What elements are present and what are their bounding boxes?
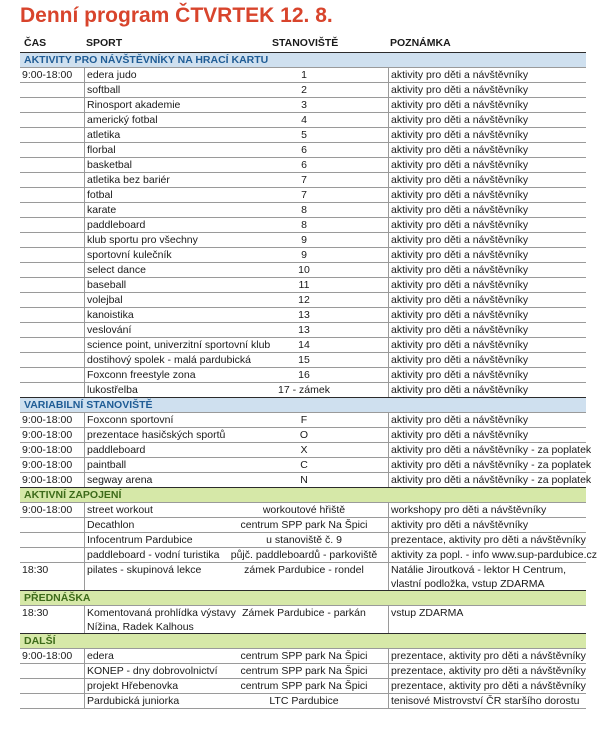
stanoviste-cell: 9 — [301, 234, 307, 246]
column-divider — [388, 473, 389, 487]
column-divider — [84, 664, 85, 678]
column-divider — [388, 173, 389, 187]
note-cell: prezentace, aktivity pro děti a návštěvníky — [391, 534, 586, 546]
sport-cell: paddleboard — [87, 444, 146, 456]
column-divider — [84, 113, 85, 127]
column-divider — [388, 293, 389, 307]
stanoviste-cell: 6 — [301, 159, 307, 171]
stanoviste-cell: u stanoviště č. 9 — [266, 534, 342, 546]
column-divider — [388, 606, 389, 633]
column-divider — [84, 413, 85, 427]
column-header-time: ČAS — [24, 37, 47, 49]
note-cell: aktivity pro děti a návštěvníky — [391, 369, 529, 381]
column-divider — [388, 83, 389, 97]
table-row — [20, 157, 586, 172]
column-divider — [388, 203, 389, 217]
column-divider — [388, 503, 389, 517]
table-row — [20, 648, 586, 663]
column-divider — [388, 428, 389, 442]
column-divider — [388, 518, 389, 532]
column-divider — [388, 263, 389, 277]
column-divider — [388, 158, 389, 172]
column-divider — [84, 606, 85, 633]
stanoviste-cell: centrum SPP park Na Špici — [240, 519, 368, 531]
column-divider — [388, 143, 389, 157]
note-cell: aktivity pro děti a návštěvníky — [391, 159, 529, 171]
sport-cell: Foxconn freestyle zona — [87, 369, 196, 381]
stanoviste-cell: 17 - zámek — [278, 384, 330, 396]
program-table — [20, 52, 598, 709]
column-divider — [388, 649, 389, 663]
table-row — [20, 292, 586, 307]
stanoviste-cell: 4 — [301, 114, 307, 126]
note-cell: aktivity pro děti a návštěvníky — [391, 294, 529, 306]
table-bottom-border — [20, 708, 586, 709]
note-cell: aktivity pro děti a návštěvníky — [391, 189, 529, 201]
table-row — [20, 187, 586, 202]
sport-cell: paddleboard — [87, 219, 146, 231]
sport-cell: science point, univerzitní sportovní klub — [87, 339, 271, 351]
stanoviste-cell: zámek Pardubice - rondel — [244, 564, 364, 576]
sport-cell: Komentovaná prohlídka výstavy Nížina, Radek Kalhous — [87, 607, 236, 633]
stanoviste-cell: F — [300, 414, 308, 426]
sport-cell: Pardubická juniorka — [87, 695, 180, 707]
column-divider — [388, 383, 389, 397]
table-row — [20, 605, 586, 633]
sport-cell: baseball — [87, 279, 127, 291]
note-cell: aktivity pro děti a návštěvníky — [391, 114, 529, 126]
column-divider — [388, 248, 389, 262]
time-cell: 9:00-18:00 — [22, 650, 73, 662]
column-divider — [84, 679, 85, 693]
note-cell: aktivity pro děti a návštěvníky — [391, 519, 529, 531]
column-divider — [84, 173, 85, 187]
table-row — [20, 352, 586, 367]
sport-cell: basketbal — [87, 159, 132, 171]
sport-cell: edera — [87, 650, 114, 662]
column-divider — [84, 323, 85, 337]
page-title: Denní program ČTVRTEK 12. 8. — [20, 4, 333, 27]
column-divider — [84, 203, 85, 217]
sport-cell: volejbal — [87, 294, 123, 306]
sport-cell: prezentace hasičských sportů — [87, 429, 226, 441]
stanoviste-cell: C — [300, 459, 308, 471]
table-row — [20, 367, 586, 382]
sport-cell: Infocentrum Pardubice — [87, 534, 193, 546]
note-cell: aktivity pro děti a návštěvníky — [391, 249, 529, 261]
column-divider — [84, 353, 85, 367]
sport-cell: select dance — [87, 264, 146, 276]
column-divider — [84, 649, 85, 663]
column-divider — [388, 68, 389, 82]
table-row — [20, 82, 586, 97]
column-divider — [84, 83, 85, 97]
note-cell: prezentace, aktivity pro děti a návštěvníky — [391, 665, 586, 677]
time-cell: 18:30 — [22, 564, 49, 576]
time-cell: 18:30 — [22, 607, 49, 619]
sport-cell: pilates - skupinová lekce — [87, 564, 202, 576]
column-divider — [84, 293, 85, 307]
table-row — [20, 472, 592, 487]
sport-cell: lukostřelba — [87, 384, 138, 396]
column-divider — [388, 278, 389, 292]
column-divider — [84, 458, 85, 472]
note-cell: aktivity pro děti a návštěvníky — [391, 414, 529, 426]
column-divider — [388, 353, 389, 367]
table-row — [20, 112, 586, 127]
column-divider — [84, 473, 85, 487]
stanoviste-cell: 16 — [298, 369, 310, 381]
column-divider — [388, 113, 389, 127]
note-cell: aktivity pro děti a návštěvníky — [391, 174, 529, 186]
sport-cell: florbal — [87, 144, 116, 156]
sport-cell: Decathlon — [87, 519, 135, 531]
column-divider — [84, 188, 85, 202]
note-cell: aktivity za popl. - info www.sup-pardubice.cz — [391, 549, 598, 561]
time-cell: 9:00-18:00 — [22, 69, 73, 81]
note-cell: aktivity pro děti a návštěvníky — [391, 354, 529, 366]
note-cell: aktivity pro děti a návštěvníky — [391, 99, 529, 111]
column-divider — [84, 338, 85, 352]
sport-cell: paddleboard - vodní turistika — [87, 549, 220, 561]
stanoviste-cell: X — [300, 444, 308, 456]
column-divider — [84, 368, 85, 382]
column-divider — [388, 233, 389, 247]
column-divider — [388, 308, 389, 322]
column-header-stanoviste: STANOVIŠTĚ — [272, 37, 339, 49]
stanoviste-cell: 8 — [301, 204, 307, 216]
table-row — [20, 678, 586, 693]
column-divider — [84, 308, 85, 322]
table-row — [20, 277, 586, 292]
time-cell: 9:00-18:00 — [22, 444, 73, 456]
section-header: AKTIVITY PRO NÁVŠTĚVNÍKY NA HRACÍ KARTU — [20, 52, 586, 67]
table-row — [20, 232, 586, 247]
column-divider — [388, 188, 389, 202]
sport-cell: dostihový spolek - malá pardubická — [87, 354, 252, 366]
sport-cell: americký fotbal — [87, 114, 158, 126]
note-cell: aktivity pro děti a návštěvníky — [391, 219, 529, 231]
column-divider — [84, 248, 85, 262]
column-divider — [84, 548, 85, 562]
table-row — [20, 202, 586, 217]
sport-cell: softball — [87, 84, 121, 96]
table-row — [20, 442, 592, 457]
column-divider — [388, 548, 389, 562]
time-cell: 9:00-18:00 — [22, 474, 73, 486]
column-divider — [388, 218, 389, 232]
stanoviste-cell: N — [300, 474, 308, 486]
column-divider — [84, 143, 85, 157]
column-header-sport: SPORT — [86, 37, 123, 49]
section-header: PŘEDNÁŠKA — [20, 590, 586, 605]
note-cell: aktivity pro děti a návštěvníky — [391, 309, 529, 321]
column-divider — [84, 158, 85, 172]
note-cell: aktivity pro děti a návštěvníky — [391, 144, 529, 156]
table-row — [20, 502, 586, 517]
note-cell: aktivity pro děti a návštěvníky — [391, 84, 529, 96]
column-divider — [84, 233, 85, 247]
column-divider — [388, 694, 389, 708]
table-row — [20, 412, 586, 427]
column-divider — [84, 383, 85, 397]
column-divider — [388, 413, 389, 427]
stanoviste-cell: centrum SPP park Na Špici — [240, 665, 368, 677]
table-row — [20, 457, 592, 472]
section-header: VARIABILNÍ STANOVIŠTĚ — [20, 397, 586, 412]
column-divider — [84, 128, 85, 142]
note-cell: workshopy pro děti a návštěvníky — [391, 504, 547, 516]
note-cell: aktivity pro děti a návštěvníky — [391, 69, 529, 81]
table-row — [20, 247, 586, 262]
column-divider — [84, 68, 85, 82]
stanoviste-cell: 15 — [298, 354, 310, 366]
column-divider — [84, 278, 85, 292]
stanoviste-cell: 6 — [301, 144, 307, 156]
stanoviste-cell: 7 — [301, 189, 307, 201]
table-row — [20, 562, 586, 590]
column-divider — [388, 323, 389, 337]
column-divider — [388, 679, 389, 693]
sport-cell: fotbal — [87, 189, 113, 201]
stanoviste-cell: 5 — [301, 129, 307, 141]
table-row — [20, 547, 598, 562]
note-cell: aktivity pro děti a návštěvníky — [391, 204, 529, 216]
column-divider — [84, 443, 85, 457]
column-divider — [84, 533, 85, 547]
sport-cell: karate — [87, 204, 117, 216]
note-cell: aktivity pro děti a návštěvníky — [391, 339, 529, 351]
section-header: AKTIVNÍ ZAPOJENÍ — [20, 487, 586, 502]
table-row — [20, 382, 586, 397]
column-divider — [84, 518, 85, 532]
table-row — [20, 307, 586, 322]
table-row — [20, 262, 586, 277]
note-cell: aktivity pro děti a návštěvníky — [391, 234, 529, 246]
note-cell: prezentace, aktivity pro děti a návštěvníky — [391, 680, 586, 692]
stanoviste-cell: centrum SPP park Na Špici — [240, 680, 368, 692]
note-cell: vstup ZDARMA — [391, 607, 464, 619]
stanoviste-cell: 13 — [298, 324, 310, 336]
note-cell: aktivity pro děti a návštěvníky — [391, 264, 529, 276]
column-divider — [388, 443, 389, 457]
column-divider — [388, 533, 389, 547]
note-cell: aktivity pro děti a návštěvníky — [391, 279, 529, 291]
table-row — [20, 97, 586, 112]
column-divider — [84, 98, 85, 112]
note-cell: prezentace, aktivity pro děti a návštěvníky — [391, 650, 586, 662]
stanoviste-cell: 11 — [298, 279, 310, 291]
stanoviste-cell: 13 — [298, 309, 310, 321]
sport-cell: edera judo — [87, 69, 137, 81]
stanoviste-cell: půjč. paddleboardů - parkoviště — [230, 549, 378, 561]
section-header: DALŠÍ — [20, 633, 586, 648]
table-row — [20, 322, 586, 337]
column-divider — [388, 664, 389, 678]
column-divider — [84, 563, 85, 590]
stanoviste-cell: 10 — [298, 264, 310, 276]
sport-cell: Rinosport akademie — [87, 99, 181, 111]
table-row — [20, 127, 586, 142]
sport-cell: street workout — [87, 504, 153, 516]
stanoviste-cell: 3 — [301, 99, 307, 111]
sport-cell: atletika bez bariér — [87, 174, 170, 186]
stanoviste-cell: Zámek Pardubice - parkán — [242, 607, 366, 619]
table-row — [20, 142, 586, 157]
stanoviste-cell: workoutové hřiště — [262, 504, 346, 516]
sport-cell: projekt Hřebenovka — [87, 680, 179, 692]
stanoviste-cell: 14 — [298, 339, 310, 351]
sport-cell: paintball — [87, 459, 127, 471]
column-divider — [388, 128, 389, 142]
time-cell: 9:00-18:00 — [22, 414, 73, 426]
sport-cell: kanoistika — [87, 309, 134, 321]
stanoviste-cell: 2 — [301, 84, 307, 96]
table-row — [20, 427, 586, 442]
note-cell: aktivity pro děti a návštěvníky - za poplatek — [391, 459, 592, 471]
time-cell: 9:00-18:00 — [22, 429, 73, 441]
column-divider — [84, 694, 85, 708]
column-divider — [388, 563, 389, 590]
column-divider — [84, 428, 85, 442]
stanoviste-cell: O — [299, 429, 309, 441]
table-row — [20, 172, 586, 187]
stanoviste-cell: 1 — [301, 69, 307, 81]
column-header-row — [20, 37, 586, 53]
stanoviste-cell: 8 — [301, 219, 307, 231]
note-cell: tenisové Mistrovství ČR staršího dorostu — [391, 695, 580, 707]
sport-cell: sportovní kulečník — [87, 249, 172, 261]
note-cell: Natálie Jiroutková - lektor H Centrum, vlastní podložka, vstup ZDARMA — [391, 564, 567, 590]
table-row — [20, 532, 586, 547]
column-divider — [388, 338, 389, 352]
table-row — [20, 663, 586, 678]
sport-cell: Foxconn sportovní — [87, 414, 174, 426]
stanoviste-cell: 12 — [298, 294, 310, 306]
stanoviste-cell: centrum SPP park Na Špici — [240, 650, 368, 662]
note-cell: aktivity pro děti a návštěvníky — [391, 324, 529, 336]
column-divider — [84, 503, 85, 517]
table-row — [20, 67, 586, 82]
stanoviste-cell: LTC Pardubice — [269, 695, 339, 707]
note-cell: aktivity pro děti a návštěvníky — [391, 129, 529, 141]
note-cell: aktivity pro děti a návštěvníky - za poplatek — [391, 474, 592, 486]
sport-cell: veslování — [87, 324, 132, 336]
note-cell: aktivity pro děti a návštěvníky - za poplatek — [391, 444, 592, 456]
table-row — [20, 217, 586, 232]
column-divider — [388, 98, 389, 112]
table-row — [20, 693, 586, 708]
sport-cell: atletika — [87, 129, 121, 141]
column-header-poznamka: POZNÁMKA — [390, 37, 451, 49]
column-divider — [84, 263, 85, 277]
column-divider — [84, 218, 85, 232]
column-divider — [388, 368, 389, 382]
stanoviste-cell: 9 — [301, 249, 307, 261]
stanoviste-cell: 7 — [301, 174, 307, 186]
sport-cell: KONEP - dny dobrovolnictví — [87, 665, 218, 677]
column-divider — [388, 458, 389, 472]
table-row — [20, 337, 586, 352]
sport-cell: segway arena — [87, 474, 153, 486]
time-cell: 9:00-18:00 — [22, 504, 73, 516]
sport-cell: klub sportu pro všechny — [87, 234, 198, 246]
note-cell: aktivity pro děti a návštěvníky — [391, 429, 529, 441]
note-cell: aktivity pro děti a návštěvníky — [391, 384, 529, 396]
table-row — [20, 517, 586, 532]
time-cell: 9:00-18:00 — [22, 459, 73, 471]
